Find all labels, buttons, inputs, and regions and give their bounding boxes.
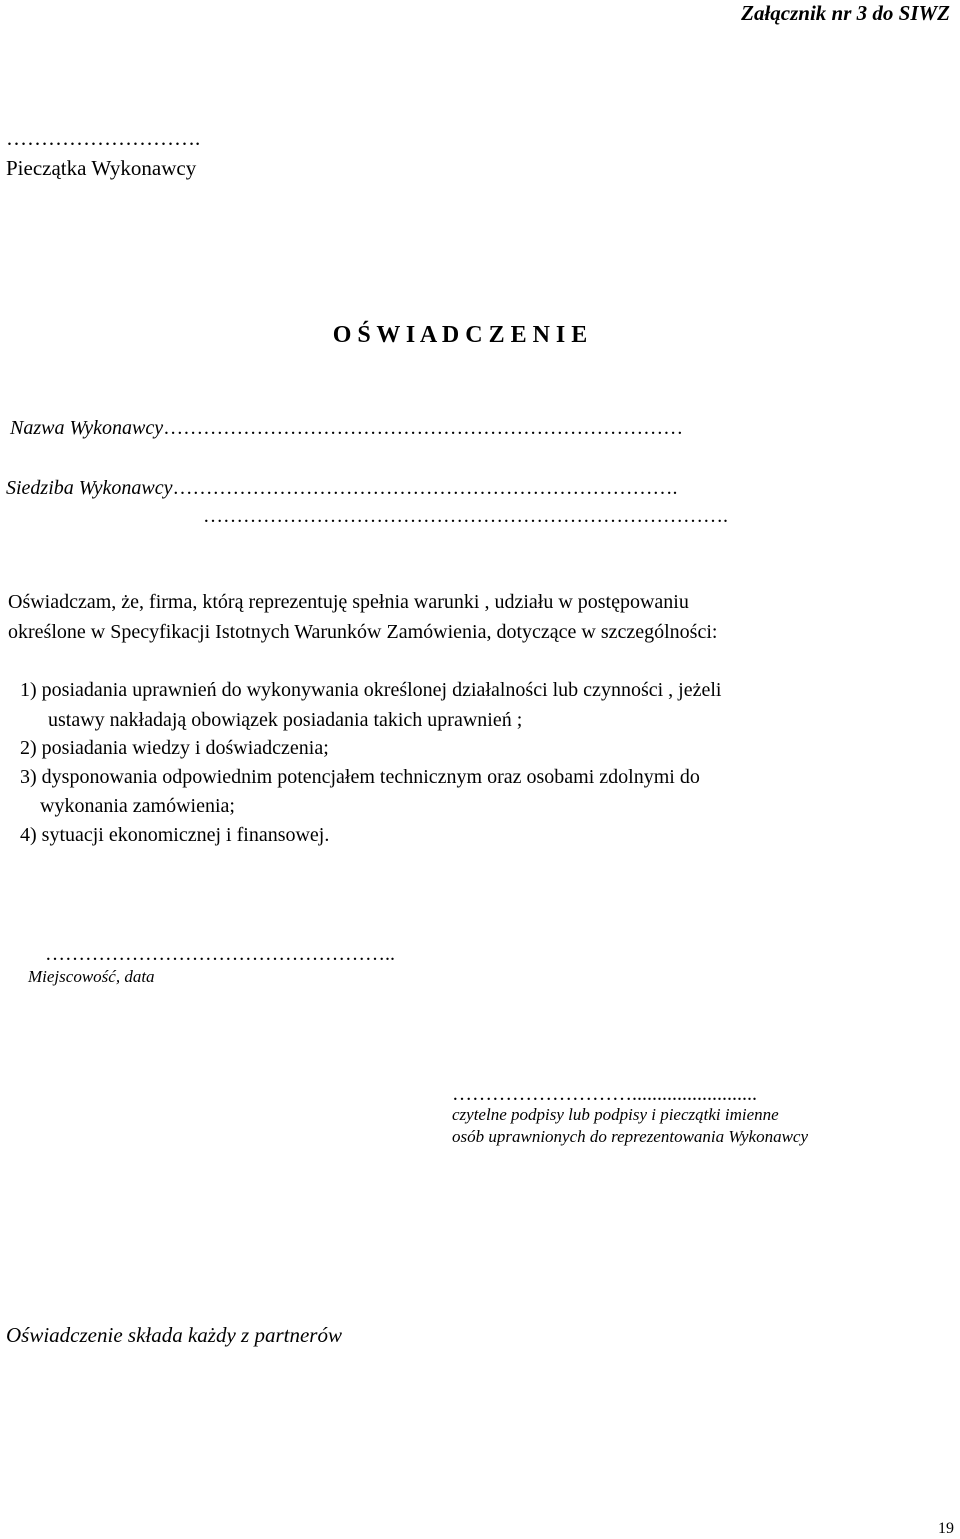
- page-number: 19: [938, 1520, 954, 1537]
- signature-caption-line-1: czytelne podpisy lub podpisy i pieczątki imienne: [452, 1105, 779, 1124]
- signature-caption-line-2: osób uprawnionych do reprezentowania Wykonawcy: [452, 1127, 809, 1146]
- contractor-seat-dots: ………………………………………………………………….: [172, 477, 678, 499]
- stamp-dots: ……………………….: [6, 126, 201, 150]
- statement-line-2: określone w Specyfikacji Istotnych Warunków Zamówienia, dotyczące w szczególności:: [8, 621, 718, 643]
- statement-line-1: Oświadczam, że, firma, którą reprezentuję spełnia warunki , udziału w postępowaniu: [8, 591, 689, 613]
- condition-2: 2) posiadania wiedzy i doświadczenia;: [20, 737, 329, 759]
- footer-note: Oświadczenie składa każdy z partnerów: [6, 1323, 342, 1347]
- contractor-name-label: Nazwa Wykonawcy: [10, 417, 164, 439]
- condition-3-line-2: wykonania zamówienia;: [40, 795, 235, 817]
- condition-4: 4) sytuacji ekonomicznej i finansowej.: [20, 824, 330, 846]
- signature-dots: ……………………….........................: [452, 1083, 757, 1105]
- place-date-label: Miejscowość, data: [28, 967, 155, 986]
- contractor-seat-field: [6, 478, 677, 498]
- document-title: O Ś W I A D C Z E N I E: [332, 322, 588, 348]
- contractor-seat-label: Siedziba Wykonawcy: [6, 477, 173, 499]
- contractor-name-field: [10, 418, 683, 438]
- condition-3-line-1: 3) dysponowania odpowiednim potencjałem technicznym oraz osobami zdolnymi do: [20, 766, 700, 788]
- contractor-name-dots: ……………………………………………………………………: [163, 417, 684, 439]
- attachment-label: Załącznik nr 3 do SIWZ: [741, 1, 950, 25]
- contractor-seat-dots-2: …………………………………………………………………….: [203, 505, 728, 527]
- condition-1-line-1: 1) posiadania uprawnień do wykonywania określonej działalności lub czynności , jeżeli: [20, 679, 722, 701]
- stamp-label: Pieczątka Wykonawcy: [6, 156, 197, 180]
- place-date-dots: ……………………………………………..: [45, 943, 395, 965]
- condition-1-line-2: ustawy nakładają obowiązek posiadania takich uprawnień ;: [48, 709, 523, 731]
